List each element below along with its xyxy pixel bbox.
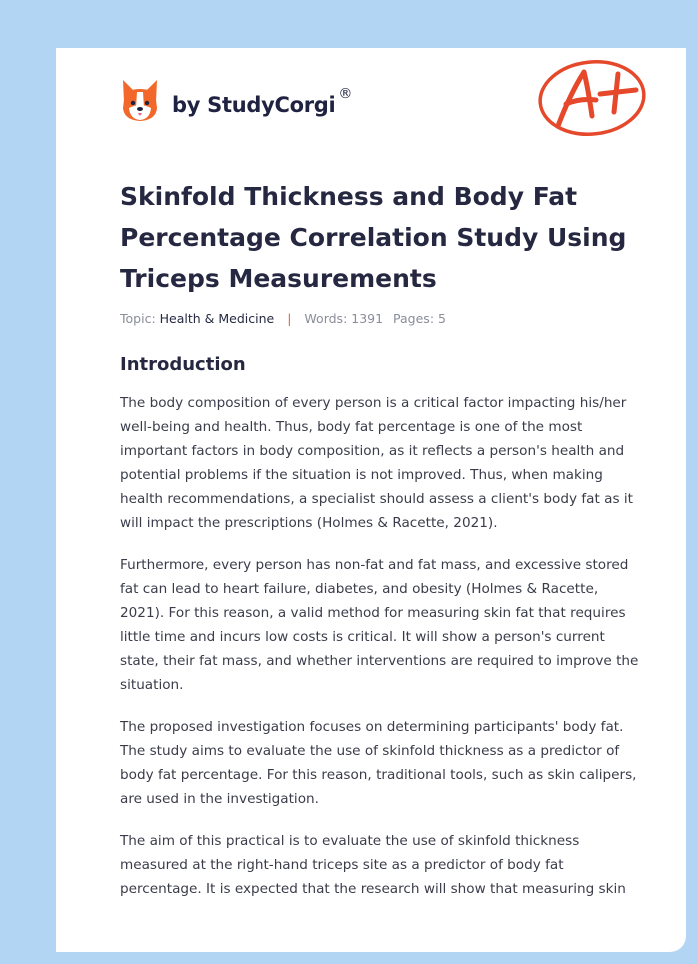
page-title: Skinfold Thickness and Body Fat Percentage Correlation Study Using Triceps Measurements bbox=[120, 182, 627, 293]
brand-name[interactable]: by StudyCorgi ® bbox=[172, 85, 353, 117]
paragraph-1: The body composition of every person is a critical factor impacting his/her well-being and health. Thus, body fat percentage is one of the most important factors in body composition, as it reflects a person's health and potential problems if the situation is not improved. Thus, when making health recommendations, a specialist should assess a client's body fat as it will impact the prescriptions (Holmes & Racette, 2021). bbox=[120, 395, 633, 531]
article-meta bbox=[120, 311, 446, 326]
meta-separator: | bbox=[287, 311, 292, 326]
section-heading: Introduction bbox=[120, 354, 246, 375]
paragraph-3: The proposed investigation focuses on determining participants' body fat. The study aims to evaluate the use of skinfold thickness as a predictor of body fat percentage. For this reason, traditional tools, such as skin calipers, are used in the investigation. bbox=[120, 719, 637, 807]
paragraph-4: The aim of this practical is to evaluate the use of skinfold thickness measured at the right-hand triceps site as a predictor of body fat percentage. It is expected that the research will show that measuring skin bbox=[120, 833, 626, 897]
topic-label: Topic: bbox=[120, 311, 156, 326]
word-count: Words: 1391 bbox=[304, 311, 384, 326]
document-page bbox=[56, 48, 686, 952]
article-body bbox=[120, 391, 640, 919]
corgi-logo-icon[interactable] bbox=[120, 78, 160, 122]
topic-link[interactable]: Health & Medicine bbox=[159, 311, 275, 326]
site-header bbox=[120, 76, 352, 124]
paragraph-2: Furthermore, every person has non-fat and fat mass, and excessive stored fat can lead to heart failure, diabetes, and obesity (Holmes & Racette, 2021). For this reason, a valid method for measuring skin fat that requires little time and incurs low costs is critical. It will show a person's current state, their fat mass, and whether interventions are required to improve the situation. bbox=[120, 557, 639, 693]
a-plus-grade-icon bbox=[536, 58, 648, 140]
page-count: Pages: 5 bbox=[393, 311, 446, 326]
